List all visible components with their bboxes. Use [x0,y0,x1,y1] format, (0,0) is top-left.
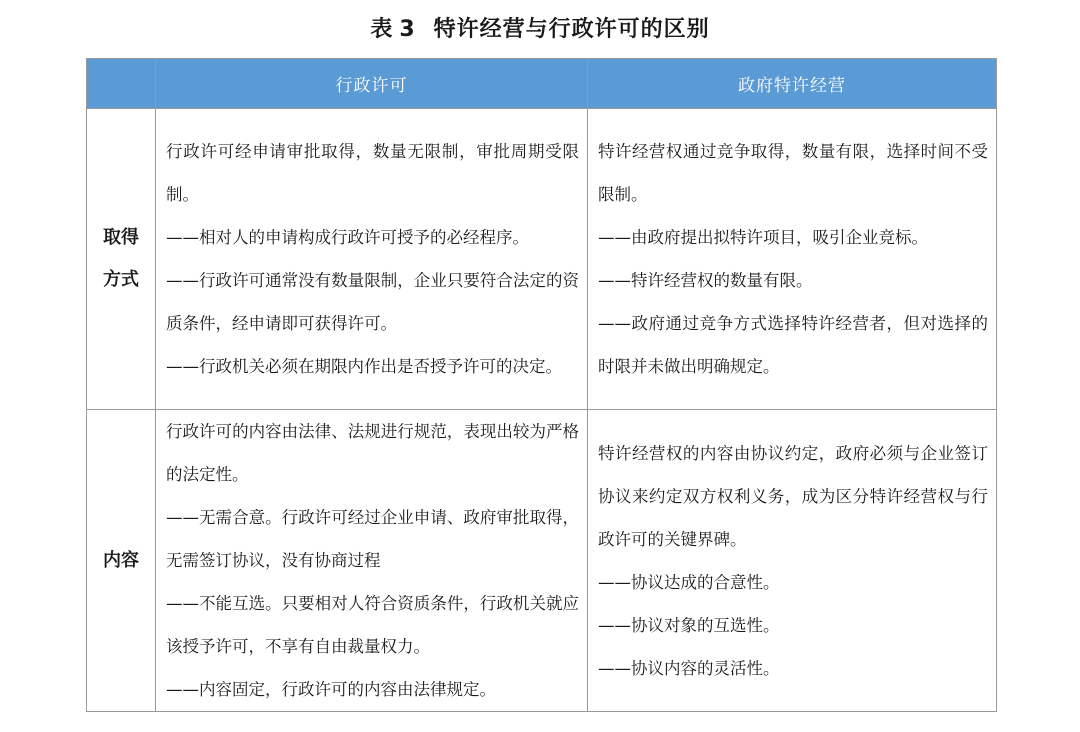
cell-paragraph: ——由政府提出拟特许项目，吸引企业竞标。 [598,228,928,247]
cell-paragraph: ——协议内容的灵活性。 [598,658,780,678]
row-header-content [87,410,156,712]
cell-paragraph: 行政许可经申请审批取得，数量无限制，审批周期受限制。 [166,142,579,204]
cell-paragraph: ——行政许可通常没有数量限制，企业只要符合法定的资质条件，经申请即可获得许可。 [166,271,579,333]
cell-paragraph: ——政府通过竞争方式选择特许经营者，但对选择的时限并未做出明确规定。 [598,314,988,376]
row-header-line: 取得 [103,227,139,248]
table-row [87,410,997,712]
cell-franchise-acquisition [588,109,997,410]
cell-paragraph: 行政许可的内容由法律、法规进行规范，表现出较为严格的法定性。 [166,422,579,484]
table-title [0,12,1080,43]
cell-paragraph: ——相对人的申请构成行政许可授予的必经程序。 [166,228,529,247]
cell-license-content [156,410,588,712]
row-header-acquisition-method [87,109,156,410]
cell-license-acquisition [156,109,588,410]
table-title-prefix: 表 [370,17,394,42]
cell-paragraph: ——无需合意。行政许可经过企业申请、政府审批取得，无需签订协议，没有协商过程 [166,508,579,570]
cell-paragraph: ——特许经营权的数量有限。 [598,271,813,290]
cell-franchise-content [588,410,997,712]
table-title-number: 3 [399,17,416,42]
comparison-table [86,58,997,712]
table-row [87,109,997,410]
cell-paragraph: 特许经营权通过竞争取得，数量有限，选择时间不受限制。 [598,142,988,204]
cell-paragraph: ——内容固定，行政许可的内容由法律规定。 [166,680,496,699]
cell-paragraph: ——行政机关必须在期限内作出是否授予许可的决定。 [166,357,562,376]
cell-paragraph: ——协议对象的互选性。 [598,615,780,635]
cell-paragraph: ——协议达成的合意性。 [598,572,780,592]
row-header-line: 内容 [103,549,139,571]
header-corner-cell [87,59,156,109]
cell-paragraph: ——不能互选。只要相对人符合资质条件，行政机关就应该授予许可，不享有自由裁量权力。 [166,594,579,656]
column-header-administrative-license: 行政许可 [156,59,588,109]
table-title-text: 特许经营与行政许可的区别 [433,17,710,42]
header-row [87,59,997,109]
row-header-line: 方式 [103,269,139,290]
column-header-government-franchise: 政府特许经营 [588,59,997,109]
cell-paragraph: 特许经营权的内容由协议约定，政府必须与企业签订协议来约定双方权利义务，成为区分特许经营权与行政许可的关键界碑。 [598,443,988,549]
